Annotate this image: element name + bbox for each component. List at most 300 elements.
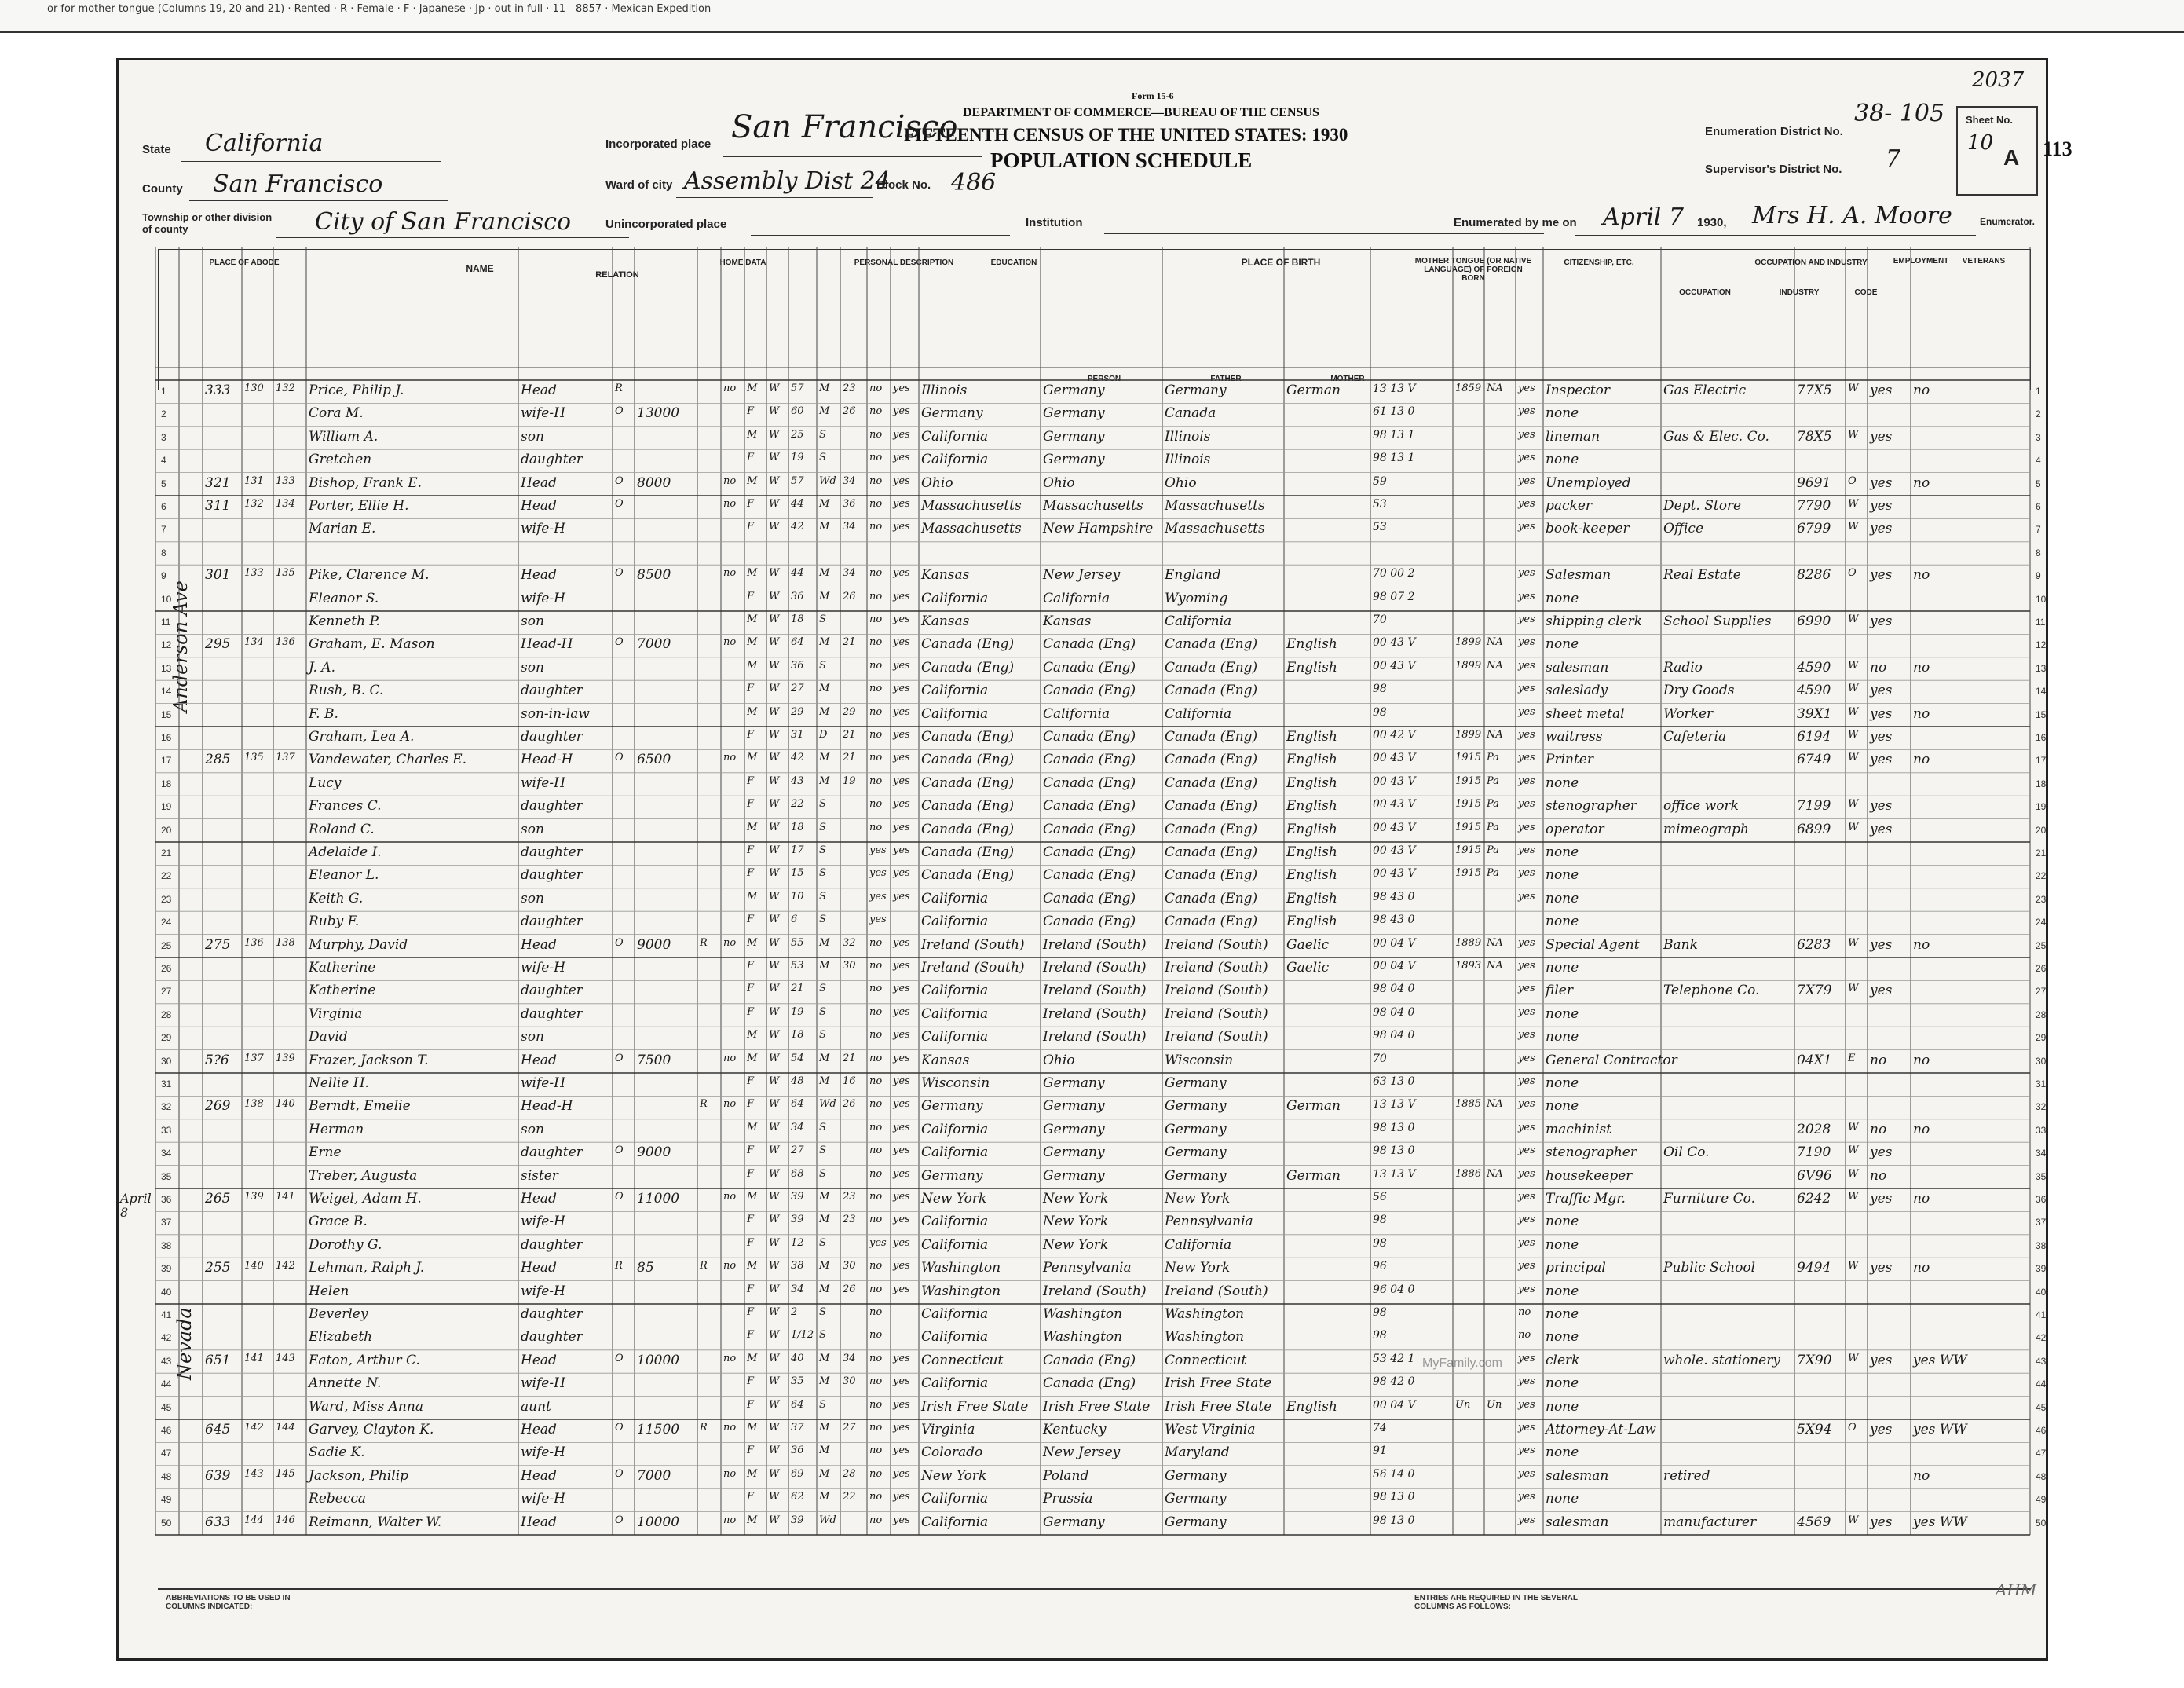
row-number-right: 14 [2036,686,2047,698]
row-number-right: 23 [2036,893,2047,905]
cell-pob: California [921,705,989,722]
row-number-right: 32 [2036,1101,2047,1113]
row-number-left: 14 [161,686,172,698]
cell-cls: W [1848,498,1859,510]
cell-emp: no [1870,659,1887,676]
row-number-left: 42 [161,1332,172,1344]
cell-sch: no [869,1422,883,1434]
cell-imm: 1915 [1455,774,1482,787]
cell-emp: yes [1870,521,1893,537]
cell-sch: no [869,798,883,811]
cell-house: 333 [205,383,231,398]
cell-race: W [769,752,780,764]
row-number-right: 9 [2036,570,2041,582]
cell-oc: 7790 [1797,498,1831,514]
cell-sex: M [747,1052,758,1064]
cell-mpob: Germany [1165,1467,1227,1484]
cell-fpob: New Hampshire [1043,521,1154,537]
row-number-left: 39 [161,1263,172,1275]
cell-occ: sheet metal [1546,705,1625,722]
row-number-left: 4 [161,455,166,467]
enumerated-date: April 7 [1603,203,1685,231]
cell-occ: none [1546,590,1579,606]
cell-sex: F [747,1214,755,1226]
cell-code: 53 42 1 [1373,1352,1415,1365]
col-father: FATHER [1210,375,1242,383]
cell-rd: yes [893,1191,910,1203]
cell-emp: yes [1870,1191,1893,1206]
cell-sch: no [869,1029,883,1042]
cell-age: 29 [791,705,804,718]
cell-own: O [615,498,624,510]
cell-oc: 04X1 [1797,1052,1832,1068]
cell-fpob: Canada (Eng) [1043,890,1136,906]
table-row [0,1235,2184,1258]
cell-name: Bishop, Frank E. [309,474,423,491]
cell-race: W [769,1075,780,1087]
row-number-right: 28 [2036,1009,2047,1020]
row-number-left: 1 [161,386,166,397]
cell-occ: none [1546,867,1579,884]
cell-pob: Canada (Eng) [921,752,1015,768]
cell-oc: 6799 [1797,521,1831,537]
cell-fpob: New York [1043,1214,1109,1230]
cell-dw: 131 [244,474,264,487]
row-number-right: 27 [2036,986,2047,998]
cell-eng: yes [1518,1191,1535,1203]
cell-pob: Ireland (South) [921,936,1025,953]
cell-rd: yes [893,1098,910,1111]
cell-rd: yes [893,636,910,649]
cell-age: 60 [791,405,804,418]
cell-age: 18 [791,821,804,833]
cell-fpob: Ireland (South) [1043,983,1147,999]
cell-nat: NA [1487,936,1503,949]
cell-rel: wife-H [521,1445,565,1461]
cell-tongue: English [1286,659,1337,676]
cell-imm: 1915 [1455,798,1482,811]
cell-pob: Germany [921,405,983,422]
row-number-left: 22 [161,870,172,882]
col-veterans: VETERANS [1962,257,2006,265]
col-birthplace: PLACE OF BIRTH [1241,257,1321,268]
cell-mpob: Irish Free State [1165,1375,1272,1392]
cell-mpob: Ireland (South) [1165,1029,1268,1045]
cell-name: Gretchen [309,452,372,468]
cell-cls: W [1848,1121,1859,1133]
cell-sex: F [747,867,755,880]
cell-fam: 141 [276,1191,295,1203]
cell-fpob: New Jersey [1043,1445,1121,1461]
cell-farm: no [723,936,737,949]
cell-oc: 6899 [1797,821,1831,837]
cell-mpob: Germany [1165,1514,1227,1530]
col-citizenship: CITIZENSHIP, ETC. [1564,258,1634,267]
cell-eng: yes [1518,705,1535,718]
row-number-right: 24 [2036,917,2047,928]
col-employment: EMPLOYMENT [1893,257,1949,265]
cell-imm: 1915 [1455,844,1482,856]
cell-pob: Canada (Eng) [921,867,1015,884]
cell-pob: Canada (Eng) [921,821,1015,837]
cell-eng: yes [1518,1283,1535,1295]
cell-occ: none [1546,1098,1579,1115]
cell-rel: sister [521,1167,558,1184]
cell-tongue: English [1286,890,1337,906]
cell-sex: F [747,983,755,995]
cell-occ: none [1546,844,1579,860]
cell-mar: M [819,1191,830,1203]
cell-sex: F [747,683,755,695]
cell-fam: 133 [276,474,295,487]
cell-farm: no [723,1191,737,1203]
cell-name: Weigel, Adam H. [309,1191,422,1206]
cell-age: 19 [791,1005,804,1018]
cell-vet: no [1913,705,1930,722]
cell-fpob: Canada (Eng) [1043,867,1136,884]
cell-occ: waitress [1546,729,1603,745]
cell-sex: M [747,1260,758,1272]
row-number-right: 30 [2036,1055,2047,1067]
table-row [0,1096,2184,1119]
ed-value: 38- 105 [1854,100,1945,127]
table-row [0,449,2184,472]
cell-tongue: English [1286,798,1337,815]
cell-mpob: Ireland (South) [1165,960,1268,976]
ward-label: Ward of city [605,178,673,192]
cell-sex: M [747,1121,758,1133]
cell-fpob: Ireland (South) [1043,936,1147,953]
cell-occ: General Contractor [1546,1052,1677,1068]
table-row [0,1004,2184,1027]
table-row [0,1373,2184,1396]
cell-pob: California [921,1236,989,1253]
cell-pob: Massachusetts [921,521,1022,537]
cell-eng: yes [1518,844,1535,856]
cell-race: W [769,1167,780,1180]
cell-eng: yes [1518,1052,1535,1064]
cell-race: W [769,960,780,972]
county-label: County [142,182,183,196]
cell-mpob: Massachusetts [1165,521,1265,537]
cell-name: Vandewater, Charles E. [309,752,467,768]
cell-occ: Printer [1546,752,1593,768]
cell-eng: yes [1518,683,1535,695]
cell-nat: NA [1487,659,1503,672]
cell-age: 54 [791,1052,804,1064]
cell-pob: California [921,452,989,468]
cell-rel: wife-H [521,960,565,976]
cell-code: 53 [1373,521,1387,534]
row-number-left: 36 [161,1194,172,1205]
cell-pob: California [921,1491,989,1507]
cell-mpob: Canada (Eng) [1165,821,1258,837]
cell-code: 13 13 V [1373,1098,1416,1111]
cell-pob: Virginia [921,1422,975,1437]
cell-name: William A. [309,428,379,445]
cell-rd: yes [893,1283,910,1295]
cell-mpob: Germany [1165,1491,1227,1507]
cell-name: Ward, Miss Anna [309,1398,423,1415]
cell-age: 40 [791,1352,804,1364]
cell-own: R [615,1260,623,1272]
cell-occ: none [1546,1029,1579,1045]
cell-rd: yes [893,890,910,903]
cell-sex: F [747,1167,755,1180]
cell-house: 269 [205,1098,231,1115]
cell-sex: M [747,659,758,672]
cell-cls: W [1848,521,1859,533]
cell-age: 34 [791,1283,804,1295]
cell-vet: no [1913,936,1930,953]
cell-val: 13000 [637,405,680,422]
cell-oc: 9691 [1797,474,1831,491]
cell-sch: no [869,383,883,394]
cell-sex: F [747,521,755,533]
cell-age: 64 [791,1098,804,1111]
watermark: MyFamily.com [1422,1357,1502,1370]
cell-oc: 4590 [1797,659,1831,676]
cell-occ: machinist [1546,1121,1612,1137]
cell-rel: Head [521,383,557,398]
table-row [0,680,2184,703]
cell-rel: wife-H [521,1214,565,1230]
cell-name: Erne [309,1144,342,1161]
cell-rel: Head [521,936,557,953]
cell-tongue: English [1286,1398,1337,1415]
cell-sch: no [869,590,883,602]
cell-code: 00 04 V [1373,960,1416,972]
row-number-right: 7 [2036,524,2041,536]
cell-occ: none [1546,1306,1579,1322]
cell-rel: Head [521,1260,557,1276]
cell-val: 11000 [637,1191,680,1206]
cell-age: 36 [791,659,804,672]
cell-val: 6500 [637,752,671,768]
col-industry: INDUSTRY [1779,288,1820,297]
cell-dw: 134 [244,636,264,649]
cell-agem: 29 [843,705,856,718]
cell-sex: M [747,752,758,764]
cell-rd: yes [893,960,910,972]
cell-eng: yes [1518,452,1535,464]
cell-occ: none [1546,1236,1579,1253]
cell-pob: Kansas [921,567,970,584]
cell-occ: salesman [1546,659,1609,676]
cell-rd: yes [893,1398,910,1411]
cell-mar: M [819,636,830,649]
cell-sex: M [747,383,758,394]
cell-race: W [769,729,780,741]
cell-code: 98 04 0 [1373,1029,1415,1042]
cell-eng: yes [1518,1029,1535,1042]
cell-age: 39 [791,1214,804,1226]
cell-sex: M [747,474,758,487]
row-number-left: 12 [161,639,172,651]
cell-imm: 1915 [1455,867,1482,880]
cell-code: 59 [1373,474,1387,488]
cell-pob: Canada (Eng) [921,636,1015,653]
cell-rel: son [521,659,544,676]
cell-oc: 78X5 [1797,428,1832,445]
cell-eng: yes [1518,613,1535,625]
cell-race: W [769,1214,780,1226]
cell-rd: yes [893,752,910,764]
cell-sch: no [869,613,883,625]
cell-farm: no [723,498,737,510]
cell-race: W [769,1467,780,1480]
cell-rel: Head [521,1352,557,1368]
cell-fpob: Washington [1043,1329,1123,1346]
col-name: NAME [466,263,494,274]
cell-rel: daughter [521,867,583,884]
cell-mpob: Irish Free State [1165,1398,1272,1415]
cell-code: 00 04 V [1373,936,1416,950]
cell-fpob: Canada (Eng) [1043,844,1136,860]
cell-dw: 138 [244,1098,264,1111]
cell-house: 321 [205,474,231,491]
row-number-right: 26 [2036,963,2047,974]
row-number-right: 29 [2036,1032,2047,1044]
cell-sch: yes [869,890,887,903]
cell-fpob: New York [1043,1236,1109,1253]
cell-imm: 1899 [1455,659,1482,672]
cell-age: 1/12 [791,1329,814,1342]
cell-emp: yes [1870,1260,1893,1276]
cell-pob: New York [921,1191,987,1206]
cell-sex: F [747,1491,755,1503]
cell-fpob: Ireland (South) [1043,1005,1147,1022]
cell-fpob: Ireland (South) [1043,1029,1147,1045]
cell-code: 56 14 0 [1373,1467,1415,1481]
cell-pob: California [921,983,989,999]
row-number-right: 6 [2036,501,2041,512]
cell-occ: book-keeper [1546,521,1630,537]
cell-farm: no [723,1514,737,1526]
table-row [0,403,2184,426]
cell-pob: Kansas [921,613,970,629]
cell-tongue: Gaelic [1286,960,1330,976]
cell-occ: none [1546,1283,1579,1299]
cell-farm: no [723,1052,737,1064]
cell-race: W [769,521,780,533]
cell-own: R [615,383,623,394]
cell-mar: S [819,1005,826,1018]
cell-age: 36 [791,1445,804,1457]
table-row [0,1211,2184,1234]
cell-race: W [769,1144,780,1157]
cell-rel: aunt [521,1398,551,1415]
cell-cls: W [1848,1144,1859,1157]
cell-mar: D [819,729,828,741]
cell-age: 37 [791,1422,804,1434]
cell-age: 69 [791,1467,804,1480]
row-number-right: 35 [2036,1170,2047,1182]
cell-oc: 9494 [1797,1260,1831,1276]
cell-mpob: Germany [1165,383,1227,398]
cell-name: Grace B. [309,1214,368,1230]
cell-age: 19 [791,452,804,464]
incorporated-value: San Francisco [731,109,958,145]
cell-emp: no [1870,1167,1887,1184]
table-row [0,380,2184,403]
cell-mar: M [819,683,830,695]
cell-age: 68 [791,1167,804,1180]
cell-pob: California [921,1029,989,1045]
cell-fam: 145 [276,1467,295,1480]
cell-name: Graham, Lea A. [309,729,415,745]
cell-sch: no [869,1514,883,1526]
cell-race: W [769,1422,780,1434]
cell-dw: 135 [244,752,264,764]
cell-code: 63 13 0 [1373,1075,1415,1088]
cell-mar: M [819,1491,830,1503]
cell-eng: yes [1518,405,1535,418]
cell-sex: M [747,1352,758,1364]
cell-code: 70 00 2 [1373,567,1415,580]
cell-vet: no [1913,383,1930,398]
cell-mpob: Wisconsin [1165,1052,1234,1068]
cell-house: 639 [205,1467,231,1484]
table-row [0,1119,2184,1142]
cell-sch: no [869,1214,883,1226]
cell-age: 64 [791,1398,804,1411]
cell-rd: yes [893,705,910,718]
cell-mpob: Canada (Eng) [1165,729,1258,745]
row-number-right: 17 [2036,755,2047,767]
cell-imm: 1899 [1455,729,1482,741]
cell-agem: 34 [843,567,856,580]
cell-mar: M [819,383,830,394]
cell-tongue: English [1286,729,1337,745]
table-row [0,473,2184,496]
cell-eng: yes [1518,752,1535,764]
cell-farm: no [723,1352,737,1364]
cell-agem: 30 [843,960,856,972]
cell-race: W [769,383,780,394]
cell-rd: yes [893,729,910,741]
cell-val: 7000 [637,1467,671,1484]
cell-agem: 23 [843,383,856,394]
cell-nat: NA [1487,960,1503,972]
cell-sex: M [747,567,758,580]
cell-race: W [769,452,780,464]
cell-race: W [769,914,780,926]
cell-sch: no [869,1144,883,1157]
cell-pob: Connecticut [921,1352,1004,1368]
cell-name: Jackson, Philip [309,1467,409,1484]
cell-fam: 142 [276,1260,295,1272]
cell-occ: none [1546,960,1579,976]
cell-occ: Attorney-At-Law [1546,1422,1656,1437]
table-row [0,1142,2184,1165]
cell-race: W [769,1236,780,1249]
cell-occ: operator [1546,821,1604,837]
cell-rd: yes [893,1422,910,1434]
cell-pob: California [921,1005,989,1022]
cell-fpob: Germany [1043,1121,1105,1137]
cell-age: 25 [791,428,804,441]
cell-pob: California [921,1144,989,1161]
cell-rel: son [521,613,544,629]
cell-rel: son [521,1121,544,1137]
cell-mpob: Ireland (South) [1165,936,1268,953]
cell-name: Berndt, Emelie [309,1098,411,1115]
cell-rel: Head-H [521,636,573,653]
row-number-right: 12 [2036,639,2047,651]
table-row [0,1488,2184,1511]
cell-mpob: Germany [1165,1167,1227,1184]
